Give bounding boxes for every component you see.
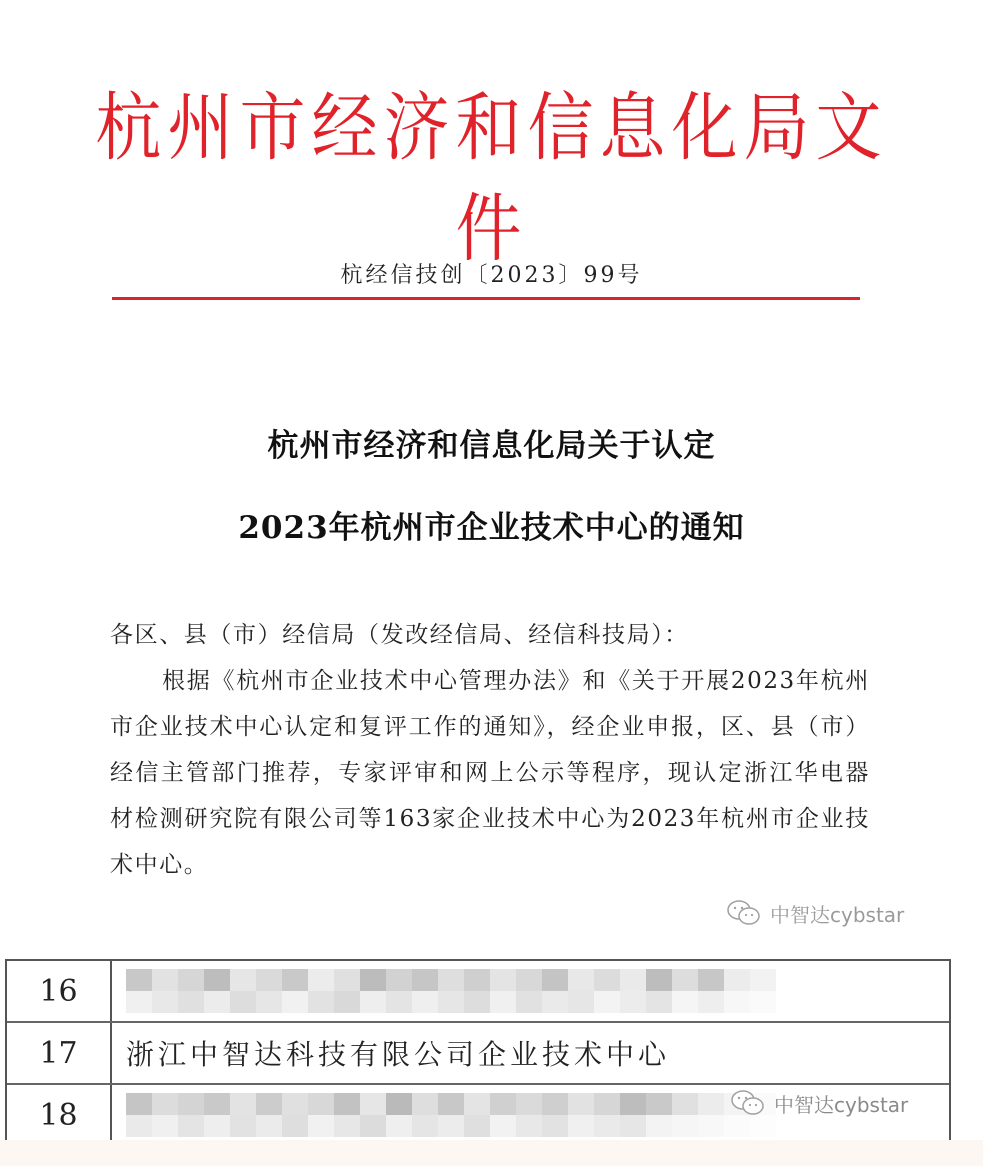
redaction-mosaic xyxy=(126,969,776,1013)
redacted-company-name xyxy=(112,961,949,1021)
watermark-text: 中智达cybstar xyxy=(770,902,905,927)
redaction-mosaic xyxy=(126,1093,776,1137)
document-number: 杭经信技创〔2023〕99号 xyxy=(340,263,643,288)
document-title-line-2: 2023年杭州市企业技术中心的通知 xyxy=(238,510,745,546)
row-number: 18 xyxy=(7,1085,112,1145)
watermark xyxy=(728,1088,908,1118)
document-title-line-1: 杭州市经济和信息化局关于认定 xyxy=(267,428,716,464)
watermark-text: 中智达cybstar xyxy=(774,1092,909,1117)
body-paragraph: 根据《杭州市企业技术中心管理办法》和《关于开展2023年杭州市企业技术中心认定和复评工作的通知》，经企业申报，区、县（市）经信主管部门推荐，专家评审和网上公示等程序，现认定浙江华电器材检测研究院有限公司等163家企业技术中心为2023年杭州市企业技术中心。 xyxy=(110,668,870,878)
row-number: 17 xyxy=(7,1023,112,1083)
row-number: 16 xyxy=(7,961,112,1021)
wechat-icon xyxy=(728,1088,768,1118)
table-row xyxy=(7,961,949,1023)
enterprise-list-table xyxy=(5,959,951,1148)
company-name: 浙江中智达科技有限公司企业技术中心 xyxy=(126,1038,671,1071)
document-masthead: 杭州市经济和信息化局文件 xyxy=(95,84,888,272)
bottom-background-band xyxy=(0,1140,983,1166)
table-row xyxy=(7,1023,949,1085)
salutation: 各区、县（市）经信局（发改经信局、经信科技局）： xyxy=(110,622,689,648)
red-divider-line xyxy=(112,297,860,300)
wechat-icon xyxy=(724,898,764,928)
watermark xyxy=(724,898,904,928)
